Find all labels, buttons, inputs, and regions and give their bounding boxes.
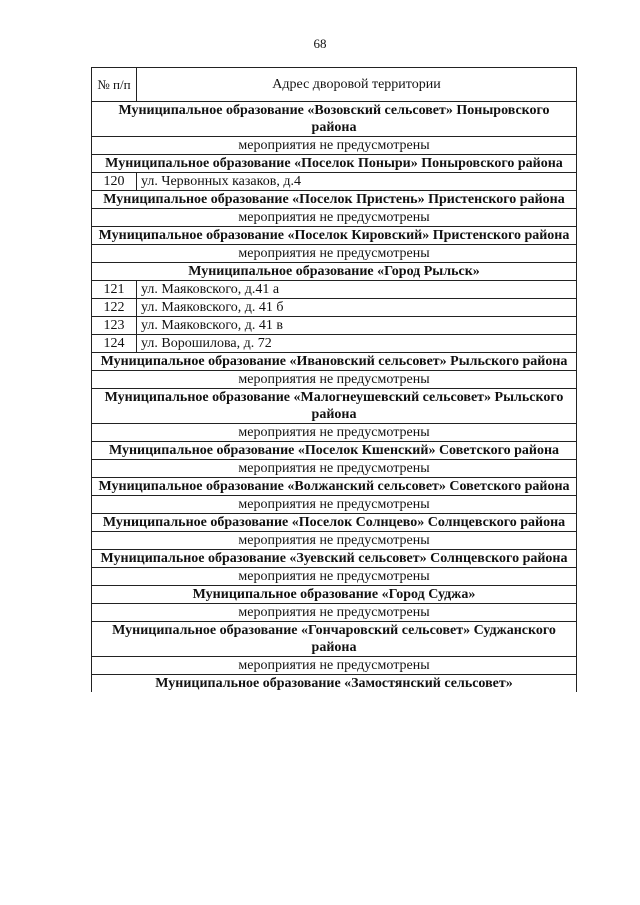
note-text: мероприятия не предусмотрены [92, 460, 577, 478]
note-row [92, 424, 577, 442]
note-row [92, 209, 577, 227]
page-number: 68 [313, 36, 327, 51]
section-title: Муниципальное образование «Поселок Поныри» Поныровского района [92, 155, 577, 173]
address-table [91, 67, 577, 692]
section-title: Муниципальное образование «Малогнеушевский сельсовет» Рыльского района [92, 389, 577, 424]
row-address: ул. Маяковского, д.41 а [137, 281, 577, 299]
section-row [92, 191, 577, 209]
note-text: мероприятия не предусмотрены [92, 532, 577, 550]
section-row [92, 442, 577, 460]
note-row [92, 568, 577, 586]
note-text: мероприятия не предусмотрены [92, 496, 577, 514]
section-title: Муниципальное образование «Поселок Пристень» Пристенского района [92, 191, 577, 209]
section-row [92, 622, 577, 657]
section-title: Муниципальное образование «Город Суджа» [92, 586, 577, 604]
row-number: 121 [92, 281, 137, 299]
row-number: 124 [92, 335, 137, 353]
section-title: Муниципальное образование «Зуевский сельсовет» Солнцевского района [92, 550, 577, 568]
section-row [92, 227, 577, 245]
note-row [92, 532, 577, 550]
section-row [92, 102, 577, 137]
section-title: Муниципальное образование «Ивановский сельсовет» Рыльского района [92, 353, 577, 371]
header-address: Адрес дворовой территории [137, 68, 577, 102]
section-row [92, 514, 577, 532]
note-row [92, 245, 577, 263]
table-row [92, 299, 577, 317]
section-title: Муниципальное образование «Поселок Кшенский» Советского района [92, 442, 577, 460]
section-title: Муниципальное образование «Волжанский сельсовет» Советского района [92, 478, 577, 496]
note-row [92, 604, 577, 622]
row-address: ул. Маяковского, д. 41 б [137, 299, 577, 317]
header-number: № п/п [92, 68, 137, 102]
note-text: мероприятия не предусмотрены [92, 568, 577, 586]
row-number: 120 [92, 173, 137, 191]
note-text: мероприятия не предусмотрены [92, 604, 577, 622]
table-body [92, 102, 577, 693]
section-title: Муниципальное образование «Замостянский сельсовет» [92, 675, 577, 693]
section-title: Муниципальное образование «Возовский сельсовет» Поныровского района [92, 102, 577, 137]
section-row [92, 675, 577, 693]
section-title: Муниципальное образование «Гончаровский сельсовет» Суджанского района [92, 622, 577, 657]
section-title: Муниципальное образование «Поселок Кировский» Пристенского района [92, 227, 577, 245]
row-number: 122 [92, 299, 137, 317]
section-title: Муниципальное образование «Город Рыльск» [92, 263, 577, 281]
table-header-row [92, 68, 577, 102]
section-row [92, 586, 577, 604]
note-row [92, 137, 577, 155]
section-title: Муниципальное образование «Поселок Солнцево» Солнцевского района [92, 514, 577, 532]
note-row [92, 371, 577, 389]
note-text: мероприятия не предусмотрены [92, 371, 577, 389]
section-row [92, 155, 577, 173]
section-row [92, 353, 577, 371]
table-row [92, 281, 577, 299]
table-row [92, 173, 577, 191]
row-address: ул. Маяковского, д. 41 в [137, 317, 577, 335]
table-row [92, 335, 577, 353]
note-row [92, 496, 577, 514]
note-row [92, 460, 577, 478]
row-address: ул. Червонных казаков, д.4 [137, 173, 577, 191]
note-text: мероприятия не предусмотрены [92, 245, 577, 263]
note-row [92, 657, 577, 675]
note-text: мероприятия не предусмотрены [92, 137, 577, 155]
row-number: 123 [92, 317, 137, 335]
table-row [92, 317, 577, 335]
section-row [92, 263, 577, 281]
note-text: мероприятия не предусмотрены [92, 209, 577, 227]
section-row [92, 550, 577, 568]
section-row [92, 389, 577, 424]
note-text: мероприятия не предусмотрены [92, 657, 577, 675]
section-row [92, 478, 577, 496]
note-text: мероприятия не предусмотрены [92, 424, 577, 442]
row-address: ул. Ворошилова, д. 72 [137, 335, 577, 353]
